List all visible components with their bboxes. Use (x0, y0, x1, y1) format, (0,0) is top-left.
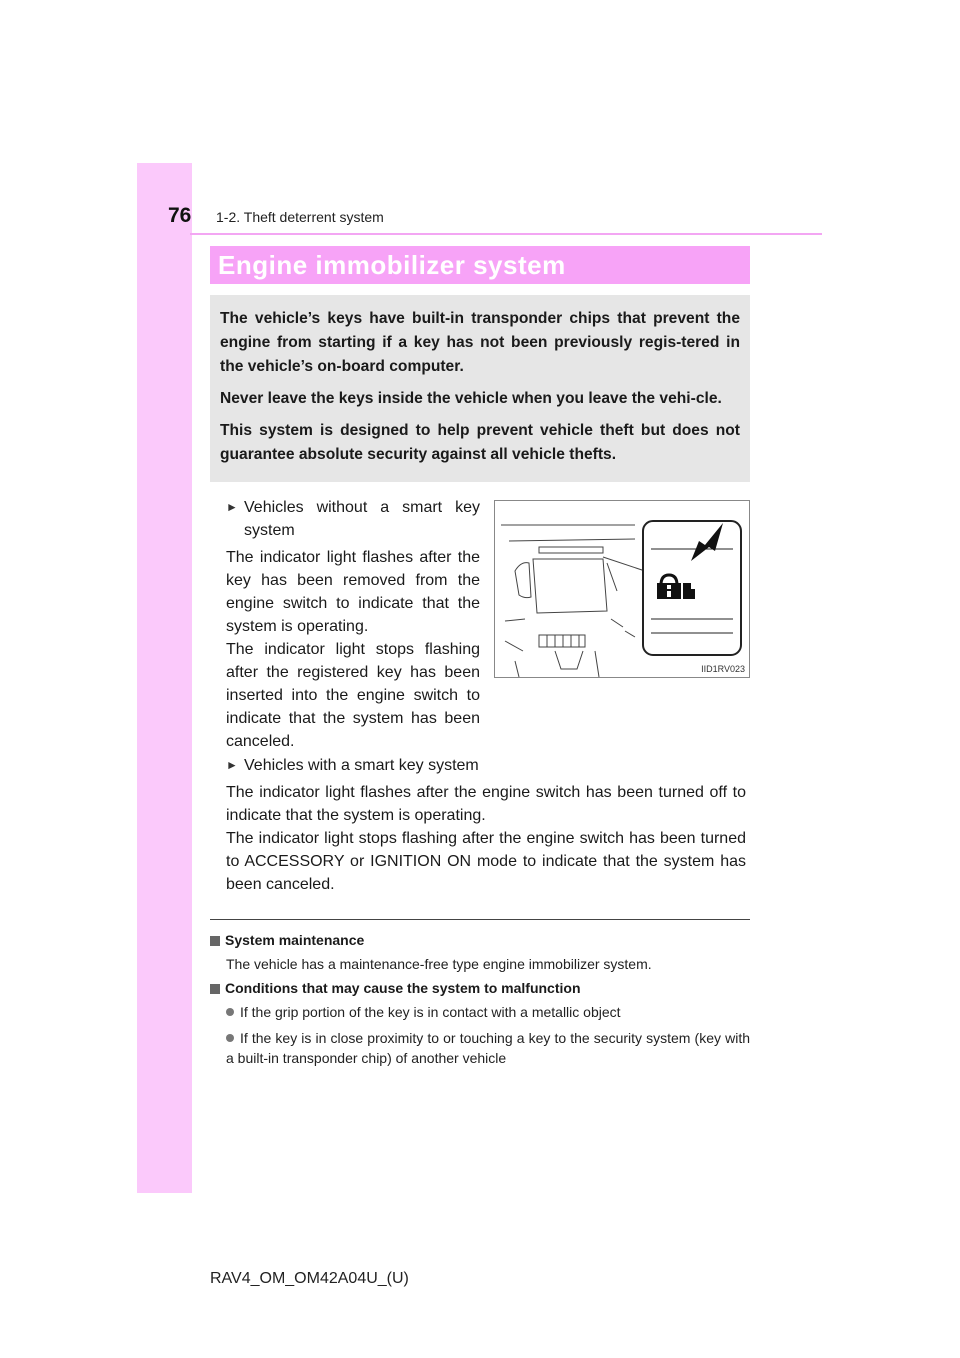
circle-bullet-icon (226, 1034, 234, 1042)
malfunction-item: If the key is in close proximity to or touching a key to the security system (key with a built-in transponder chip) of another vehicle (226, 1030, 750, 1066)
document-code-footer: RAV4_OM_OM42A04U_(U) (210, 1270, 409, 1287)
triangle-bullet-icon: ► (226, 758, 238, 772)
malfunction-item: If the grip portion of the key is in contact with a metallic object (226, 1002, 750, 1022)
side-tab-strip (137, 163, 192, 1193)
dashboard-illustration (495, 501, 751, 679)
no-smart-key-body (226, 546, 480, 753)
notes-divider (210, 919, 750, 920)
section-label: 1-2. Theft deterrent system (216, 209, 384, 225)
no-smart-key-para1: The indicator light flashes after the key has been removed from the engine switch to indicate that the system is operating. (226, 549, 480, 635)
page-title: Engine immobilizer system (218, 249, 566, 280)
square-bullet-icon (210, 936, 220, 946)
maintenance-heading: System maintenance (210, 932, 364, 948)
header-rule (190, 233, 822, 235)
circle-bullet-icon (226, 1008, 234, 1016)
malfunction-heading: Conditions that may cause the system to malfunction (210, 980, 581, 996)
intro-box (210, 295, 750, 482)
intro-paragraph: The vehicle’s keys have built-in transponder chips that prevent the engine from starting if a key has not been previously regis-tered in the vehicle’s on-board computer. (220, 310, 740, 375)
dashboard-figure (494, 500, 750, 678)
smart-key-para2: The indicator light stops flashing after the engine switch has been turned to ACCESSORY or IGNITION ON mode to indicate that the system has been canceled. (226, 830, 746, 893)
smart-key-body (226, 781, 746, 896)
intro-paragraph: This system is designed to help prevent vehicle theft but does not guarantee absolute security against all vehicle thefts. (220, 422, 740, 463)
maintenance-text: The vehicle has a maintenance-free type engine immobilizer system. (226, 956, 652, 972)
triangle-bullet-icon: ► (226, 500, 238, 514)
title-bar (210, 246, 750, 284)
smart-key-heading: ► Vehicles with a smart key system (226, 754, 750, 777)
figure-code: IID1RV023 (701, 664, 745, 674)
no-smart-key-para2: The indicator light stops flashing after the registered key has been inserted into the engine switch to indicate that the system has been canceled. (226, 641, 480, 750)
page-number: 76 (168, 204, 192, 227)
smart-key-para1: The indicator light flashes after the engine switch has been turned off to indicate that the system is operating. (226, 784, 746, 824)
square-bullet-icon (210, 984, 220, 994)
intro-paragraph: Never leave the keys inside the vehicle when you leave the vehi-cle. (220, 390, 722, 407)
no-smart-key-heading: ► Vehicles without a smart key system (226, 496, 480, 542)
